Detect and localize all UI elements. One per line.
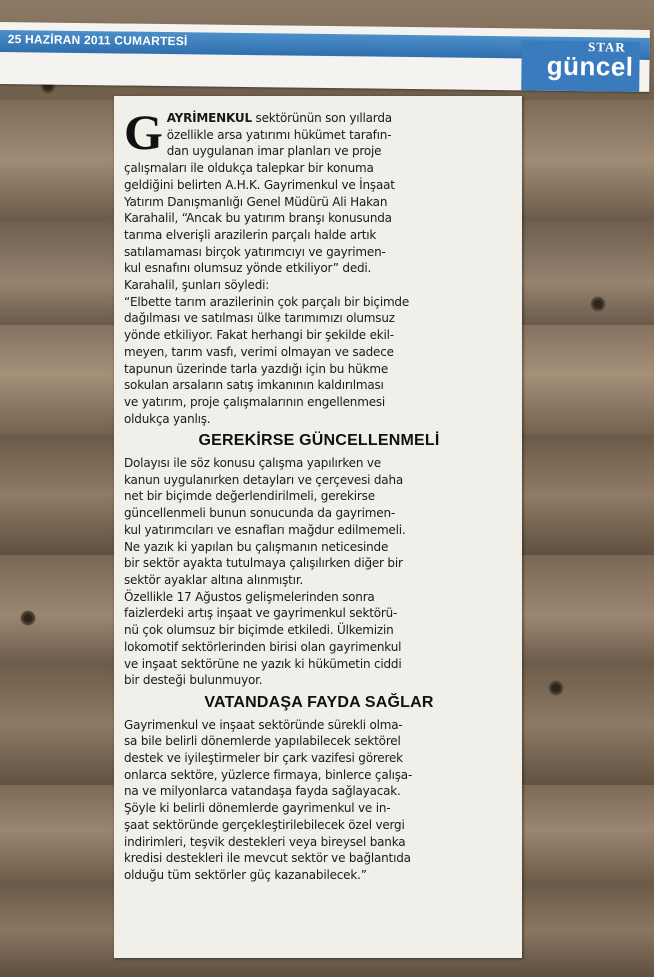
newspaper-header xyxy=(0,22,650,92)
lead-caps: AYRİMENKUL xyxy=(166,111,252,125)
article-clipping xyxy=(114,96,522,958)
section-brand: güncel xyxy=(546,50,634,82)
subheading-1: GEREKİRSE GÜNCELLENMELİ xyxy=(198,432,440,450)
subheading-2: VATANDAŞA FAYDA SAĞLAR xyxy=(204,693,434,711)
section-1-paragraph: Dolayısı ile söz konusu çalışma yapılırken ve kanun uygulanırken detayları ve çerçevesi daha net bir biçimde değerlendirilmeli, gerekirse güncellenmeli bunun sonucunda da gayrimen- kul yatırımcıları ve esnafları mağdur edilmemeli. Ne yazık ki yapılan bu çalışmanın neticesinde bir sektör ayakta tutulmaya çalışılırken diğer bir sektör ayaklar altına alınmıştır. Özellikle 17 Ağustos gelişmelerinden sonra faizlerdeki artış inşaat ve gayrimenkul sektörü- nü çok olumsuz bir biçimde etkiledi. Ülkemizin lokomotif sektörlerinden birisi olan gayrimenkul ve inşaat sektörüne ne yazık ki hükümetin ciddi bir desteği bulunmuyor. xyxy=(124,456,406,688)
brand-star: STAR xyxy=(587,39,626,55)
article-body xyxy=(124,104,514,884)
drop-cap: G xyxy=(124,104,163,160)
section-2-paragraph: Gayrimenkul ve inşaat sektöründe sürekli olma- sa bile belirli dönemlerde yapılabilecek sektörel destek ve iyileştirmeler bir çark vazifesi görerek onlarca sektöre, yüzlerce firmaya, binlerce çalışa- na ve milyonlarca vatandaşa fayda sağlayacak. Şöyle ki belirli dönemlerde gayrimenkul ve in- şaat sektöründe gerçekleştirilebilecek özel vergi indirimleri, teşvik destekleri veya bireysel banka kredisi destekleri ile mevcut sektör ve bağlantıda olduğu tüm sektörler güç kazanabilecek.” xyxy=(124,717,413,882)
lead-text: sektörünün son yıllarda özellikle arsa yatırımı hükümet tarafın- dan uygulanan imar planları ve proje çalışmaları ile oldukça talepkar bir konuma geldiğini belirten A.H.K. Gayrimenkul ve İnşaat Yatırım Danışmanlığı Genel Müdürü Ali Hakan Karahalil, “Ancak bu yatırım branşı konusunda tarıma elverişli arazilerin parçalı halde artık satılamaması birçok yatırımcıyı ve gayrimen- kul esnafını olumsuz yönde etkiliyor” dedi. Karahalil, şunları söyledi: “Elbette tarım arazilerinin çok parçalı bir biçimde dağılması ve satılması ülke tarımımızı olumsuz yönde etkiliyor. Fakat herhangi bir şekilde ekil- meyen, tarım vasfı, verimi olmayan ve sadece tapunun üzerinde tarla yazdığı için bu hükme sokulan arsaların satış imkanının kaldırılması ve yatırım, proje çalışmalarının engellenmesi oldukça yanlış. xyxy=(124,111,410,426)
issue-date: 25 HAZİRAN 2011 CUMARTESİ xyxy=(7,32,188,49)
lead-paragraph xyxy=(124,104,514,427)
